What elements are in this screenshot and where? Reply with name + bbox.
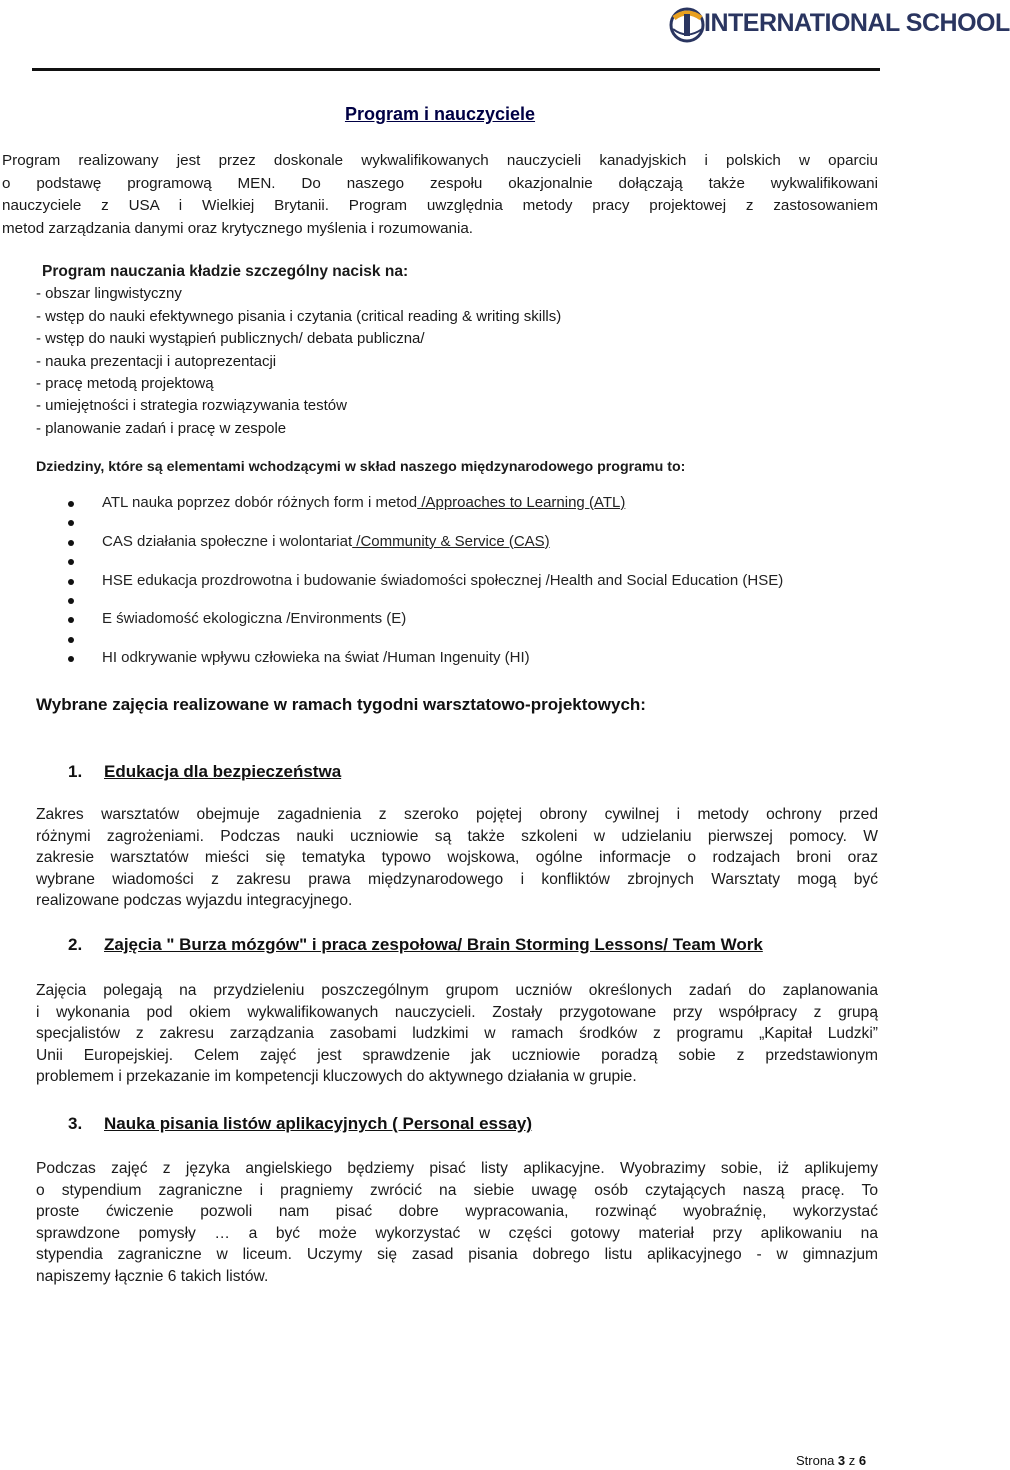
list-item-text: CAS działania społeczne i wolontariat /Community & Service (CAS) (102, 532, 550, 550)
emphasis-item: - pracę metodą projektową (36, 375, 214, 393)
intro-paragraph (2, 150, 878, 240)
body-line: Zakres warsztatów obejmuje zagadnienia z szeroko pojętej obrony cywilnej i metody ochrony przed (36, 806, 878, 823)
bullet-icon (68, 501, 74, 507)
bullet-icon (68, 520, 74, 526)
emphasis-heading: Program nauczania kładzie szczególny nacisk na: (42, 263, 409, 280)
bullet-icon (68, 598, 74, 604)
body-line: Unii Europejskiej. Celem zajęć jest sprawdzenie jak uczniowie poradzą sobie z przedstawionym (36, 1046, 878, 1064)
section-number: 2. (68, 935, 83, 954)
page-number: Strona 3 z 6 (796, 1453, 867, 1468)
section-body (36, 980, 878, 1088)
bullet-icon (68, 579, 74, 585)
body-line: realizowane podczas wyjazdu integracyjnego. (36, 892, 353, 909)
domains-heading: Dziedziny, które są elementami wchodzącymi w skład naszego międzynarodowego programu to: (36, 459, 686, 475)
emphasis-item: - umiejętności i strategia rozwiązywania testów (36, 397, 347, 415)
section-heading: Edukacja dla bezpieczeństwa (104, 762, 342, 781)
emphasis-item: - obszar lingwistyczny (36, 285, 182, 303)
body-line: sprawdzone pomysły … a być może wykorzystać w części gotowy materiał przy aplikowaniu na (36, 1224, 878, 1242)
section-body (36, 1158, 878, 1287)
list-item-text: HI odkrywanie wpływu człowieka na świat /Human Ingenuity (HI) (102, 649, 530, 667)
bullet-icon (68, 540, 74, 546)
globe-icon (668, 4, 708, 46)
list-item-text: HSE edukacja prozdrowotna i budowanie świadomości społecznej /Health and Social Education (HSE) (102, 571, 784, 589)
emphasis-item: - planowanie zadań i pracę w zespole (36, 419, 287, 437)
intro-line: Program realizowany jest przez doskonale wykwalifikowanych nauczycieli kanadyjskich i polskich w oparciu (2, 152, 878, 169)
body-line: i wykonania pod okiem wykwalifikowanych nauczycieli. Zostały przygotowane przy współpracy z grupą (36, 1003, 878, 1021)
body-line: stypendia zagraniczne w liceum. Uczymy się zasad pisania dobrego listu aplikacyjnego - w gimnazjum (36, 1246, 878, 1263)
body-line: problemem i przekazanie im kompetencji kluczowych do aktywnego działania w grupie. (36, 1068, 637, 1085)
bullet-icon (68, 656, 74, 662)
emphasis-item: - wstęp do nauki wystąpień publicznych/ debata publiczna/ (36, 330, 425, 348)
emphasis-list (36, 261, 561, 440)
body-line: Zajęcia polegają na przydzieleniu poszczególnym grupom uczniów określonych zadań do zaplanowania (36, 982, 878, 999)
school-logo (668, 4, 1010, 46)
bullet-icon (68, 617, 74, 623)
workshops-heading: Wybrane zajęcia realizowane w ramach tygodni warsztatowo-projektowych: (36, 695, 646, 714)
page-title: Program i nauczyciele (344, 104, 536, 124)
body-line: Podczas zajęć z języka angielskiego będziemy pisać listy aplikacyjne. Wyobrazimy sobie, iż aplikujemy (36, 1160, 878, 1177)
bullet-icon (68, 637, 74, 643)
section-body (36, 804, 878, 912)
intro-line: metod zarządzania danymi oraz krytycznego myślenia i rozumowania. (2, 219, 474, 237)
bullet-icon (68, 559, 74, 565)
section-number: 3. (68, 1114, 83, 1133)
body-line: o stypendium zagraniczne i pragniemy zwrócić na siebie uwagę osób czytających naszą pracę. To (36, 1181, 878, 1199)
list-item-text: E świadomość ekologiczna /Environments (E) (102, 610, 407, 628)
body-line: specjalistów z zakresu zarządzania zasobami ludzkimi w ramach środków z programu „Kapitał Ludzki” (36, 1025, 878, 1042)
body-line: proste ćwiczenie pozwoli nam pisać dobre wypracowania, rozwinąć wyobraźnię, wykorzystać (36, 1203, 878, 1220)
section-heading: Zajęcia " Burza mózgów" i praca zespołowa/ Brain Storming Lessons/ Team Work (104, 935, 763, 954)
section-heading: Nauka pisania listów aplikacyjnych ( Personal essay) (104, 1114, 533, 1133)
list-item-text: ATL nauka poprzez dobór różnych form i metod /Approaches to Learning (ATL) (102, 494, 626, 511)
body-line: napiszemy łącznie 6 takich listów. (36, 1267, 269, 1285)
body-line: zakresie warsztatów mieści się tematyka typowo wojskowa, ogólne informacje o rodzajach broni oraz (36, 849, 878, 866)
intro-line: o podstawę programową MEN. Do naszego zespołu okazjonalnie dołączają także wykwalifikowani (2, 174, 878, 192)
emphasis-item: - nauka prezentacji i autoprezentacji (36, 352, 277, 370)
emphasis-item: - wstęp do nauki efektywnego pisania i czytania (critical reading & writing skills) (36, 307, 562, 325)
body-line: różnymi zagrożeniami. Podczas nauki uczniowie są także szkoleni w udzielaniu pierwszej pomocy. W (36, 827, 878, 845)
intro-line: nauczyciele z USA i Wielkiej Brytanii. Program uwzględnia metody pracy projektowej z zastosowaniem (2, 197, 878, 214)
header-divider (32, 68, 880, 71)
body-line: wybrane wiadomości z zakresu prawa międzynarodowego i konfliktów zbrojnych Warsztaty mogą być (36, 870, 878, 888)
logo-wordmark: INTERNATIONAL SCHOOL (704, 9, 1010, 37)
section-number: 1. (68, 762, 83, 781)
